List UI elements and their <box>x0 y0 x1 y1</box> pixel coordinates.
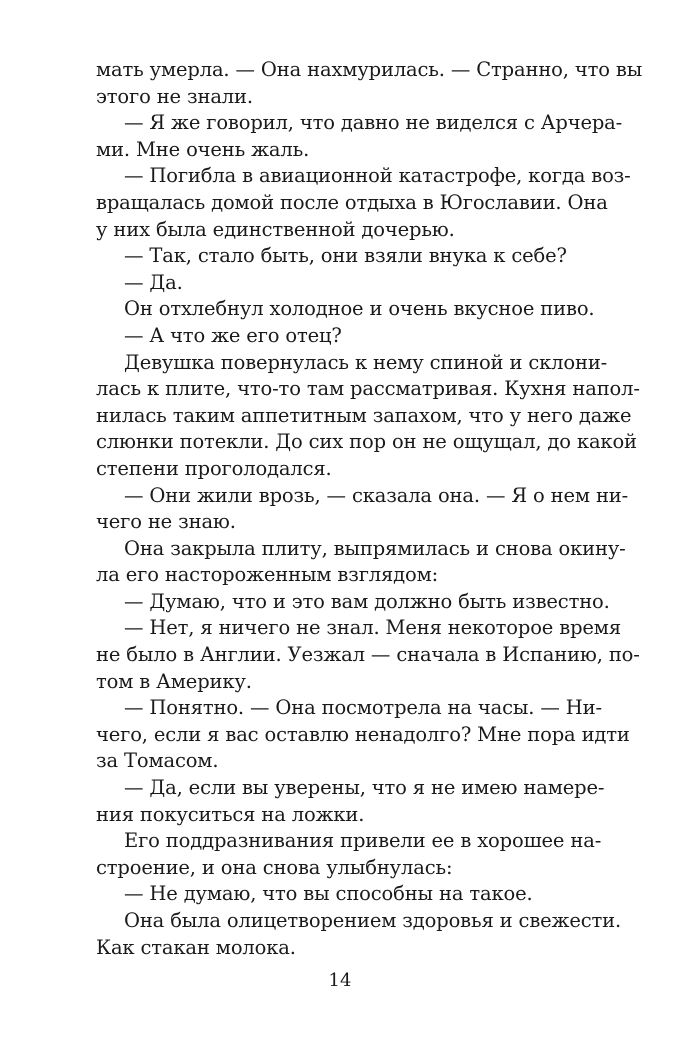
text-line: чего не знаю. <box>96 510 236 534</box>
text-line: — Понятно. — Она посмотрела на часы. — Ни- <box>124 696 602 720</box>
text-line: слюнки потекли. До сих пор он не ощущал, до какой <box>96 430 637 454</box>
text-line: — Да. <box>124 270 183 294</box>
text-line: вращалась домой после отдыха в Югославии. Она <box>96 190 608 214</box>
text-line: нилась таким аппетитным запахом, что у него даже <box>96 403 632 427</box>
text-line: — Я же говорил, что давно не виделся с Арчера- <box>124 111 623 135</box>
text-line: — Думаю, что и это вам должно быть известно. <box>124 589 610 613</box>
text-line: — Не думаю, что вы способны на такое. <box>124 882 533 906</box>
text-line: чего, если я вас оставлю ненадолго? Мне пора идти <box>96 722 630 746</box>
text-line: — Так, стало быть, они взяли внука к себе? <box>124 244 567 268</box>
text-line: — Они жили врозь, — сказала она. — Я о нем ни- <box>124 483 629 507</box>
text-line: не было в Англии. Уезжал — сначала в Испанию, по- <box>96 643 640 667</box>
text-line: — Погибла в авиационной катастрофе, когда воз- <box>124 164 631 188</box>
text-line: лась к плите, что-то там рассматривая. Кухня напол- <box>96 377 640 401</box>
text-line: Девушка повернулась к нему спиной и склони- <box>124 350 608 374</box>
text-line: — Да, если вы уверены, что я не имею намере- <box>124 776 605 800</box>
text-line: Она была олицетворением здоровья и свежести. <box>124 909 622 932</box>
text-line: ния покуситься на ложки. <box>96 802 365 826</box>
text-line: том в Америку. <box>96 669 252 693</box>
page-number: 14 <box>328 970 352 991</box>
text-line: ми. Мне очень жаль. <box>96 137 310 161</box>
text-line: строение, и она снова улыбнулась: <box>96 855 453 879</box>
text-line: Как стакан молока. <box>96 935 296 959</box>
text-line: ла его настороженным взглядом: <box>96 563 439 587</box>
text-line: степени проголодался. <box>96 456 332 480</box>
text-line: за Томасом. <box>96 749 219 773</box>
text-line: этого не знали. <box>96 84 253 108</box>
body-text <box>96 57 643 961</box>
text-line: Она закрыла плиту, выпрямилась и снова окину- <box>124 536 626 560</box>
text-line: — А что же его отец? <box>124 323 342 347</box>
text-line: у них была единственной дочерью. <box>96 217 455 241</box>
text-line: мать умерла. — Она нахмурилась. — Странно, что вы <box>96 58 643 81</box>
text-line: — Нет, я ничего не знал. Меня некоторое время <box>124 616 621 640</box>
text-line: Он отхлебнул холодное и очень вкусное пиво. <box>124 297 595 321</box>
text-line: Его поддразнивания привели ее в хорошее на- <box>124 829 602 853</box>
